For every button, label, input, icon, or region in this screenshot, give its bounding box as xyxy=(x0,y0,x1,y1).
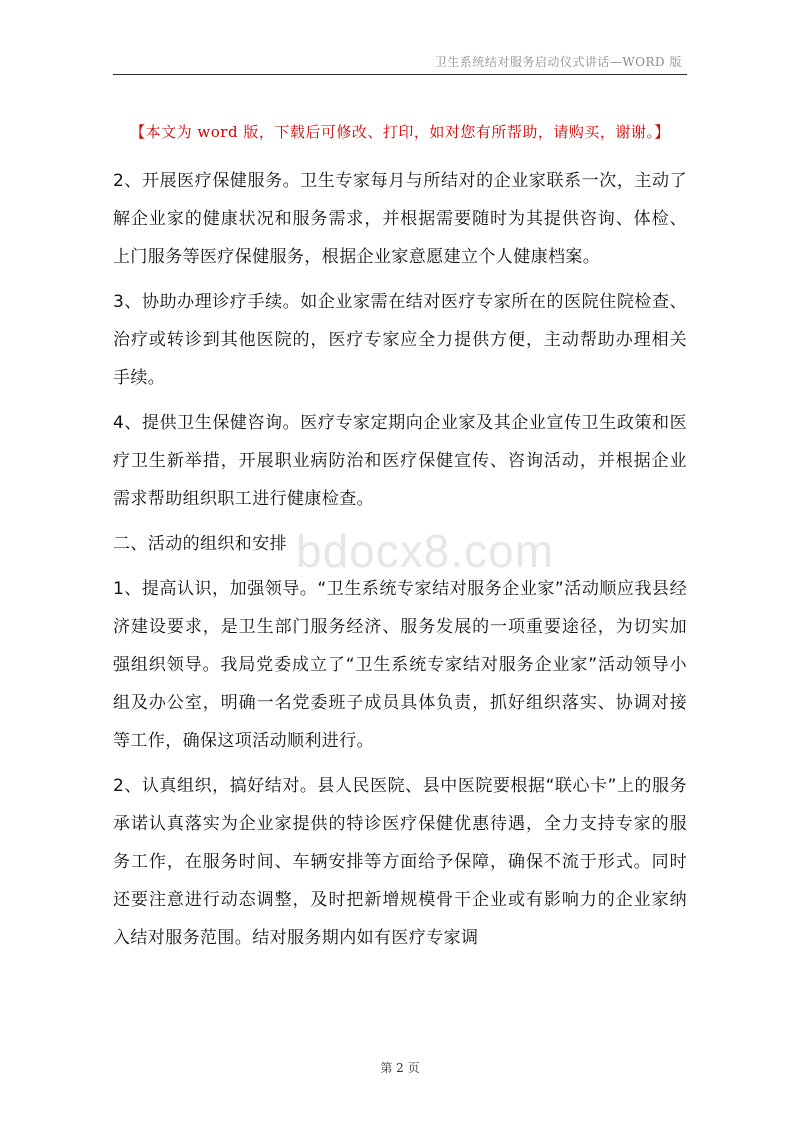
document-header-title: 卫生系统结对服务启动仪式讲话—WORD 版 xyxy=(434,55,682,69)
section-heading-organization: 二、活动的组织和安排 xyxy=(113,534,287,554)
header-divider xyxy=(113,74,687,75)
paragraph-medical-service: 2、开展医疗保健服务。卫生专家每月与所结对的企业家联系一次，主动了解企业家的健康状况和服务需求，并根据需要随时为其提供咨询、体检、上门服务等医疗保健服务，根据企业家意愿建立个人健康档案。 xyxy=(113,171,687,267)
document-body xyxy=(113,162,687,964)
paragraph-health-consultation: 4、提供卫生保健咨询。医疗专家定期向企业家及其企业宣传卫生政策和医疗卫生新举措，开展职业病防治和医疗保健宣传、咨询活动，并根据企业需求帮助组织职工进行健康检查。 xyxy=(113,413,687,509)
paragraph-treatment-procedures: 3、协助办理诊疗手续。如企业家需在结对医疗专家所在的医院住院检查、治疗或转诊到其他医院的，医疗专家应全力提供方便，主动帮助办理相关手续。 xyxy=(113,292,687,388)
watermark-text: bdocx8.com xyxy=(296,525,555,577)
paragraph-pairing: 2、认真组织，搞好结对。县人民医院、县中医院要根据“联心卡”上的服务承诺认真落实为企业家提供的特诊医疗保健优惠待遇，全力支持专家的服务工作，在服务时间、车辆安排等方面给予保障，确保不流于形式。同时还要注意进行动态调整，及时把新增规模骨干企业或有影响力的企业家纳入结对服务范围。结对服务期内如有医疗专家调 xyxy=(113,776,687,948)
download-notice: 【本文为 word 版，下载后可修改、打印，如对您有所帮助，请购买，谢谢。】 xyxy=(130,123,670,141)
paragraph-leadership: 1、提高认识，加强领导。“卫生系统专家结对服务企业家”活动顺应我县经济建设要求，是卫生部门服务经济、服务发展的一项重要途径，为切实加强组织领导。我局党委成立了“卫生系统专家结对服务企业家”活动领导小组及办公室，明确一名党委班子成员具体负责，抓好组织落实、协调对接等工作，确保这项活动顺利进行。 xyxy=(113,579,687,751)
page-number: 第 2 页 xyxy=(380,1061,420,1075)
